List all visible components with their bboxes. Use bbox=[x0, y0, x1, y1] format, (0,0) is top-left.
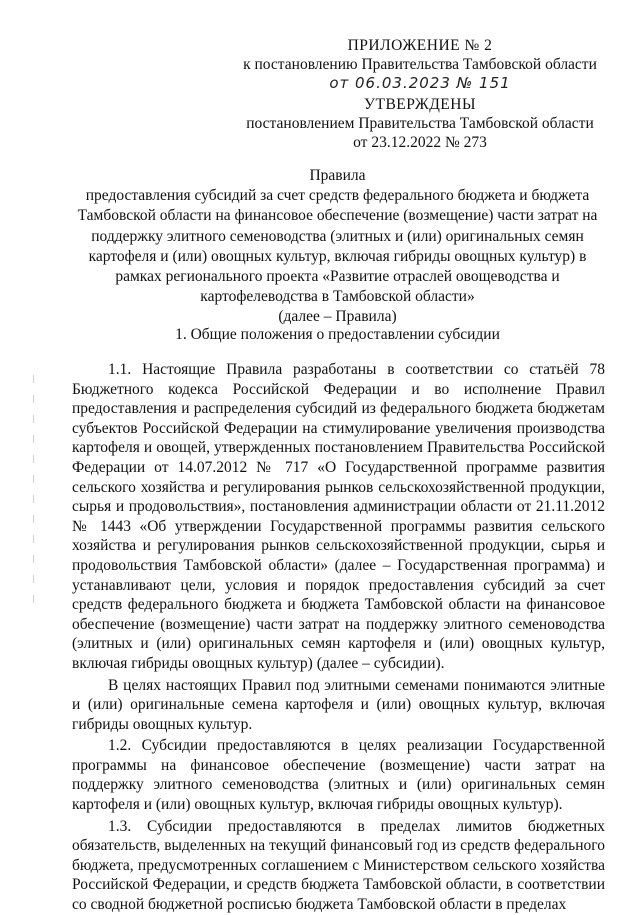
scan-margin-marks bbox=[33, 375, 35, 605]
title-word: Правила bbox=[309, 167, 366, 184]
approved-date-text: от 23.12.2022 № 273 bbox=[353, 134, 487, 151]
to-resolution-text: к постановлению Правительства Тамбовской области bbox=[243, 56, 597, 73]
section-heading: 1. Общие положения о предоставлении субсидии bbox=[175, 326, 500, 343]
paragraph-1-1: 1.1. Настоящие Правила разработаны в соответствии со статьёй 78 Бюджетного кодекса Российской Федерации и во исполнение Правил предоставления и распределения субсидий из федерального бюджета бюджетам субъектов Российской Федерации на стимулирование увеличения производства картофеля и овощей, утвержденных постановлением Правительства Российской Федерации от 14.07.2012 № 717 «О Государственной программе развития сельского хозяйства и регулирования рынков сельскохозяйственной продукции, сырья и продовольствия», постановления администрации области от 21.11.2012 № 1443 «Об утверждении Государственной программы развития сельского хозяйства и регулирования рынков сельскохозяйственной продукции, сырья и продовольствия Тамбовской области» (далее – Государственная программа) и устанавливают цели, условия и порядок предоставления субсидий за счет средств федерального бюджета и бюджета Тамбовской области на финансовое обеспечение (возмещение) части затрат на поддержку элитного семеноводства (элитных и (или) оригинальных семян картофеля и (или) овощных культур, включая гибриды овощных культур) (далее – субсидии). bbox=[72, 361, 605, 672]
section-body bbox=[72, 360, 605, 915]
approved-by-text: постановлением Правительства Тамбовской области bbox=[246, 115, 594, 132]
paragraph-definition: В целях настоящих Правил под элитными семенами понимаются элитные и (или) оригинальные семена картофеля и (или) овощных культур, включая гибриды овощных культур. bbox=[72, 676, 605, 733]
paragraph-1-2: 1.2. Субсидии предоставляются в целях реализации Государственной программы на финансовое обеспечение (возмещение) части затрат на поддержку элитного семеноводства (элитных и (или) оригинальных семян картофеля и (или) овощных культур, включая гибриды овощных культур). bbox=[72, 737, 605, 814]
document-title bbox=[70, 166, 605, 328]
title-short-name: (далее – Правила) bbox=[278, 308, 397, 326]
paragraph-1-3: 1.3. Субсидии предоставляются в пределах лимитов бюджетных обязательств, выделенных на текущий финансовый год из средств федерального бюджета, предусмотренных соглашением с Министерством сельского хозяйства Российской Федерации, и средств бюджета Тамбовской области, в соответствии со сводной бюджетной росписью бюджета Тамбовской области в пределах bbox=[72, 817, 605, 914]
document-header bbox=[230, 36, 610, 152]
title-text: предоставления субсидий за счет средств федерального бюджета и бюджета Тамбовской области на финансовое обеспечение (возмещение) части затрат на поддержку элитного семеноводства (элитных и (или) оригинальных семян картофеля и (или) овощных культур, включая гибриды овощных культур) в рамках регионального проекта «Развитие отраслей овощеводства и картофелеводства в Тамбовской области» bbox=[77, 187, 598, 306]
handwritten-date-number: от 06.03.2023 № 151 bbox=[329, 74, 511, 92]
approved-label: УТВЕРЖДЕНЫ bbox=[364, 96, 476, 113]
appendix-label: ПРИЛОЖЕНИЕ № 2 bbox=[347, 37, 493, 54]
